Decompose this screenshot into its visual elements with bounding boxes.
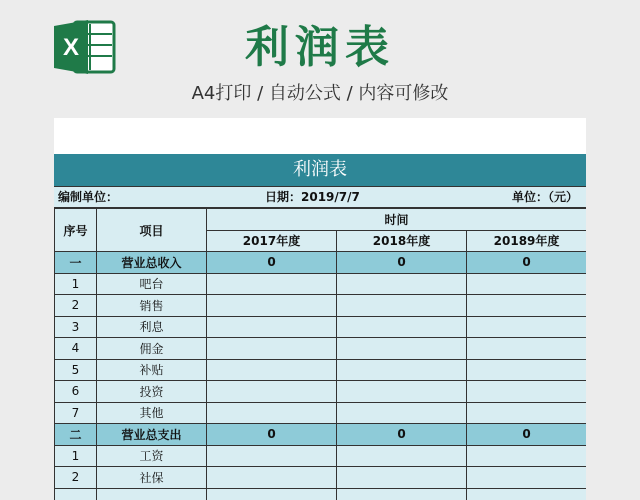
seq-cell[interactable]: 7 xyxy=(55,402,97,424)
seq-cell[interactable]: 2 xyxy=(55,295,97,317)
value-cell[interactable] xyxy=(467,316,587,338)
seq-cell[interactable]: 1 xyxy=(55,273,97,295)
unit-label: 编制单位： xyxy=(58,190,119,204)
item-cell[interactable]: 社保 xyxy=(97,467,207,489)
item-cell[interactable]: 佣金 xyxy=(97,338,207,360)
table-row xyxy=(55,359,587,381)
value-cell[interactable] xyxy=(207,381,337,403)
value-cell[interactable] xyxy=(337,467,467,489)
value-cell[interactable] xyxy=(467,467,587,489)
table-row xyxy=(55,295,587,317)
header-year-2: 2018年度 xyxy=(337,230,467,252)
table-row xyxy=(55,273,587,295)
header-seq: 序号 xyxy=(55,209,97,252)
value-cell[interactable]: 0 xyxy=(337,252,467,274)
table-row xyxy=(55,445,587,467)
item-cell[interactable]: 吧台 xyxy=(97,273,207,295)
item-cell[interactable]: 工资 xyxy=(97,445,207,467)
sheet-banner-title: 利润表 xyxy=(54,154,586,186)
value-cell[interactable] xyxy=(337,381,467,403)
value-cell[interactable] xyxy=(467,338,587,360)
table-row xyxy=(55,316,587,338)
page-subtitle: A4打印 / 自动公式 / 内容可修改 xyxy=(191,83,449,104)
spreadsheet-preview xyxy=(54,118,586,500)
value-cell[interactable] xyxy=(467,295,587,317)
table-row xyxy=(55,338,587,360)
header-time: 时间 xyxy=(207,209,587,231)
seq-cell[interactable] xyxy=(55,488,97,500)
item-cell[interactable]: 投资 xyxy=(97,381,207,403)
currency-label: 单位：（元） xyxy=(511,190,578,204)
header-item: 项目 xyxy=(97,209,207,252)
item-cell[interactable]: 营业总收入 xyxy=(97,252,207,274)
page-header xyxy=(0,0,640,118)
value-cell[interactable] xyxy=(207,402,337,424)
value-cell[interactable]: 0 xyxy=(207,252,337,274)
seq-cell[interactable]: 一 xyxy=(55,252,97,274)
date-label: 日期：2019/7/7 xyxy=(265,190,360,204)
value-cell[interactable] xyxy=(467,402,587,424)
section-row xyxy=(55,252,587,274)
svg-text:X: X xyxy=(62,34,80,61)
sheet-meta-row xyxy=(54,186,586,208)
value-cell[interactable] xyxy=(207,467,337,489)
value-cell[interactable]: 0 xyxy=(467,252,587,274)
value-cell[interactable] xyxy=(207,295,337,317)
value-cell[interactable] xyxy=(337,338,467,360)
seq-cell[interactable]: 2 xyxy=(55,467,97,489)
table-row xyxy=(55,381,587,403)
item-cell[interactable]: 利息 xyxy=(97,316,207,338)
seq-cell[interactable]: 3 xyxy=(55,316,97,338)
table-body xyxy=(55,252,587,500)
value-cell[interactable] xyxy=(467,445,587,467)
value-cell[interactable] xyxy=(207,273,337,295)
table-row xyxy=(55,402,587,424)
seq-cell[interactable]: 6 xyxy=(55,381,97,403)
value-cell[interactable]: 0 xyxy=(207,424,337,446)
value-cell[interactable] xyxy=(337,295,467,317)
value-cell[interactable]: 0 xyxy=(467,424,587,446)
profit-table xyxy=(54,208,586,500)
value-cell[interactable] xyxy=(337,445,467,467)
header-year-3: 20189年度 xyxy=(467,230,587,252)
page-title: 利润表 xyxy=(245,22,395,73)
value-cell[interactable] xyxy=(207,445,337,467)
seq-cell[interactable]: 5 xyxy=(55,359,97,381)
value-cell[interactable] xyxy=(337,402,467,424)
value-cell[interactable] xyxy=(467,273,587,295)
value-cell[interactable]: 0 xyxy=(337,424,467,446)
value-cell[interactable] xyxy=(207,359,337,381)
value-cell[interactable] xyxy=(207,338,337,360)
item-cell[interactable]: 补贴 xyxy=(97,359,207,381)
seq-cell[interactable]: 二 xyxy=(55,424,97,446)
value-cell[interactable] xyxy=(467,381,587,403)
value-cell[interactable] xyxy=(337,316,467,338)
table-row xyxy=(55,467,587,489)
value-cell[interactable] xyxy=(337,359,467,381)
header-year-1: 2017年度 xyxy=(207,230,337,252)
item-cell[interactable]: 销售 xyxy=(97,295,207,317)
seq-cell[interactable]: 1 xyxy=(55,445,97,467)
section-row xyxy=(55,424,587,446)
table-row xyxy=(55,488,587,500)
value-cell[interactable] xyxy=(337,273,467,295)
value-cell[interactable] xyxy=(467,359,587,381)
value-cell[interactable] xyxy=(337,488,467,500)
item-cell[interactable]: 其他 xyxy=(97,402,207,424)
value-cell[interactable] xyxy=(207,488,337,500)
seq-cell[interactable]: 4 xyxy=(55,338,97,360)
item-cell[interactable]: 营业总支出 xyxy=(97,424,207,446)
value-cell[interactable] xyxy=(207,316,337,338)
value-cell[interactable] xyxy=(467,488,587,500)
item-cell[interactable] xyxy=(97,488,207,500)
